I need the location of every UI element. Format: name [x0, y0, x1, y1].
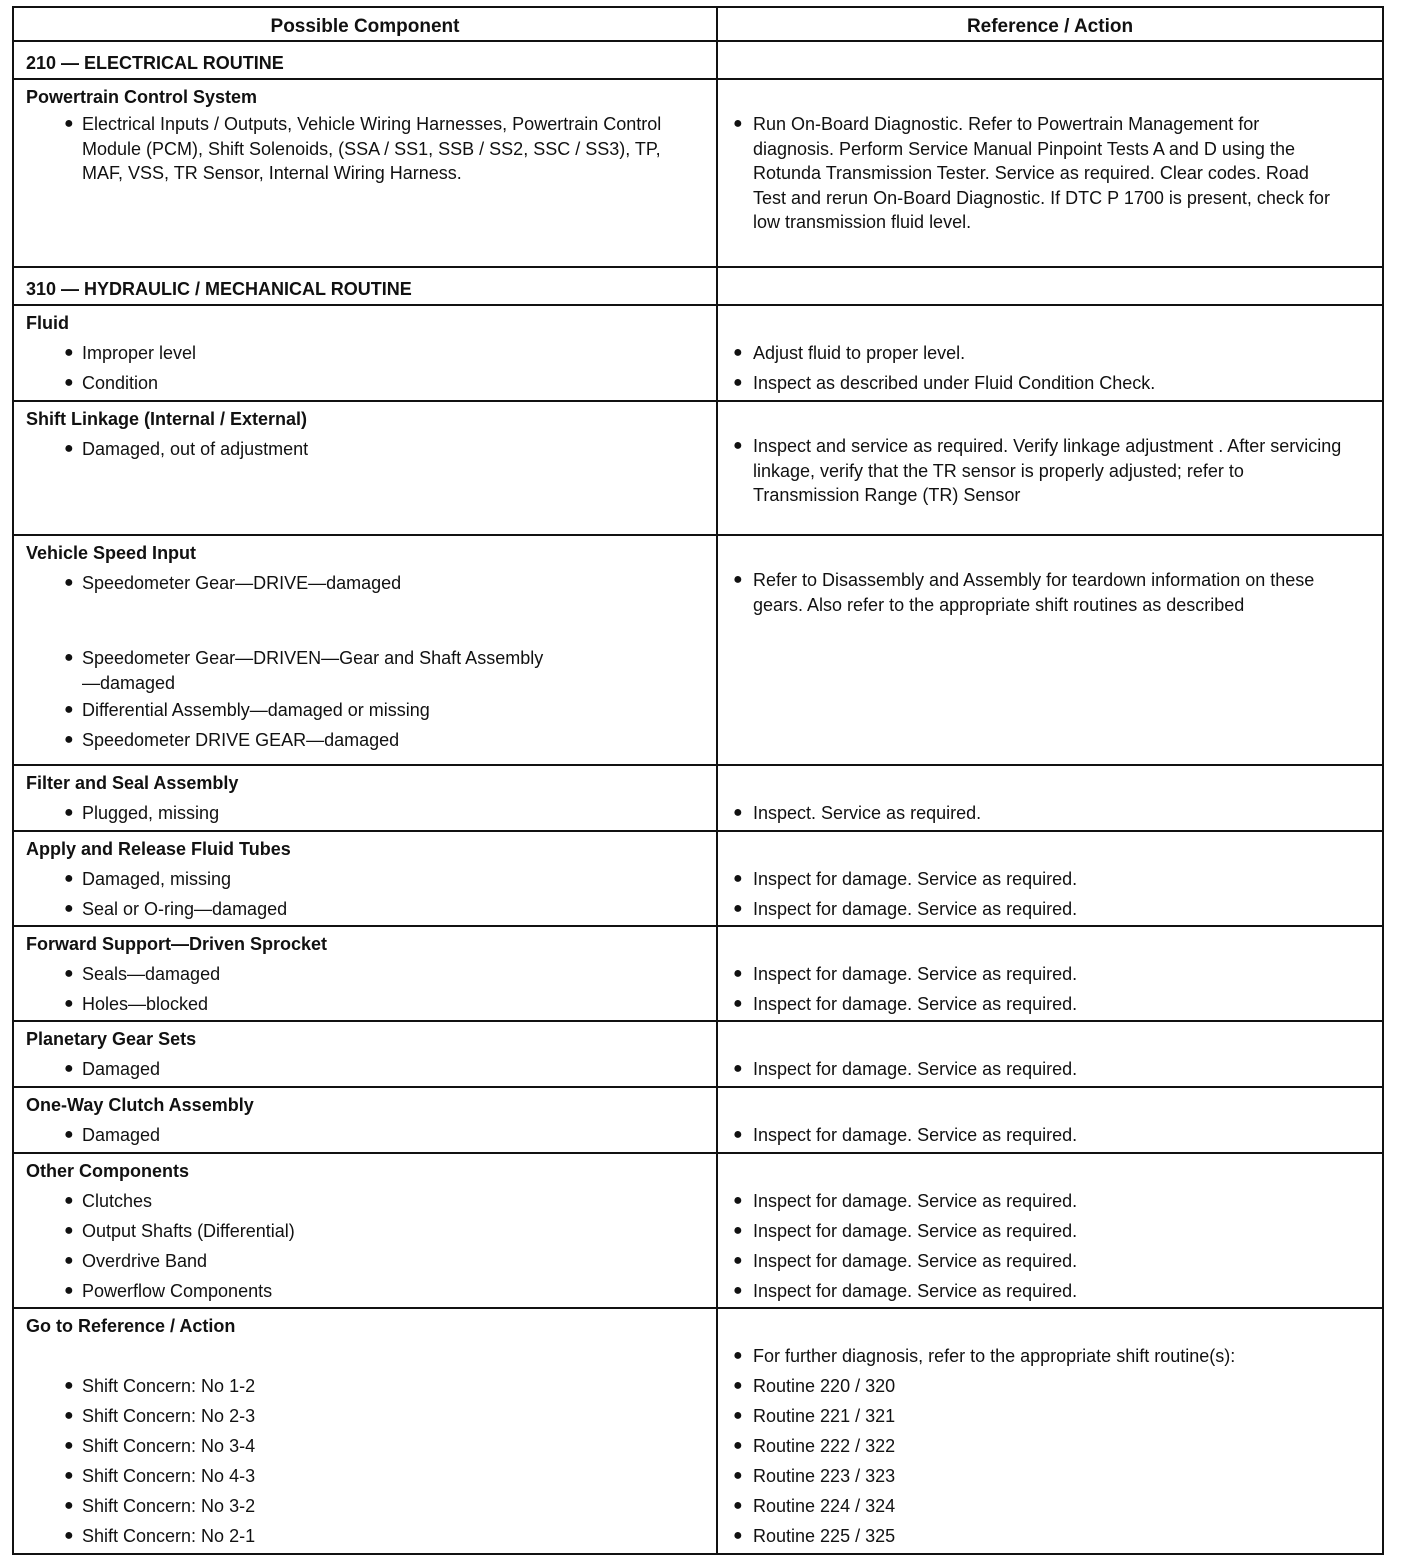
table-row [12, 830, 1384, 925]
list-item: ● Shift Concern: No 1-2 [26, 1371, 716, 1401]
list-item: ● Damaged [26, 1120, 716, 1150]
bullet-icon: ● [64, 995, 74, 1012]
bullet-icon: ● [733, 1347, 743, 1364]
bullet-icon: ● [733, 437, 743, 454]
list-item: ● Overdrive Band [26, 1246, 716, 1276]
bullet-icon: ● [733, 1252, 743, 1269]
list-item: ● Improper level [26, 338, 716, 368]
bullet-icon: ● [733, 1060, 743, 1077]
bullet-icon: ● [64, 731, 74, 748]
bullet-icon: ● [64, 701, 74, 718]
table-row [12, 764, 1384, 830]
bullet-icon: ● [733, 804, 743, 821]
bullet-icon: ● [64, 1407, 74, 1424]
bullet-icon: ● [64, 1060, 74, 1077]
bullet-icon: ● [733, 1192, 743, 1209]
group-title: Vehicle Speed Input [26, 543, 197, 563]
section-title: 310 — HYDRAULIC / MECHANICAL ROUTINE [14, 268, 718, 304]
table-header [12, 6, 1384, 40]
list-item: ● For further diagnosis, refer to the appropriate shift routine(s): [730, 1341, 1382, 1371]
bullet-icon: ● [733, 870, 743, 887]
bullet-icon: ● [64, 440, 74, 457]
list-item: ● Refer to Disassembly and Assembly for teardown information on these gears. Also refer to the appropriate shift routines as described [733, 570, 1315, 615]
bullet-icon: ● [733, 1437, 743, 1454]
list-item: ● Routine 222 / 322 [730, 1431, 1382, 1461]
list-item: ● Inspect for damage. Service as required. [730, 1246, 1382, 1276]
group-title: Shift Linkage (Internal / External) [26, 409, 308, 429]
bullet-icon: ● [64, 1377, 74, 1394]
bullet-icon: ● [64, 1467, 74, 1484]
table-row [12, 304, 1384, 400]
bullet-icon: ● [64, 344, 74, 361]
list-item: ● Routine 225 / 325 [730, 1521, 1382, 1551]
list-item: ● Inspect for damage. Service as required. [730, 1276, 1382, 1306]
list-item: ● Damaged, missing [26, 864, 716, 894]
list-item: ● Shift Concern: No 2-3 [26, 1401, 716, 1431]
bullet-icon: ● [64, 1126, 74, 1143]
diagnosis-table [12, 6, 1384, 1555]
bullet-icon: ● [64, 1282, 74, 1299]
list-item: ● Powerflow Components [26, 1276, 716, 1306]
list-item: ● Damaged, out of adjustment [26, 434, 716, 464]
bullet-icon: ● [64, 1527, 74, 1544]
table-row [12, 1152, 1384, 1307]
bullet-icon: ● [64, 870, 74, 887]
list-item: ● Holes—blocked [26, 989, 716, 1019]
table-row [12, 1307, 1384, 1555]
list-item: ● Run On-Board Diagnostic. Refer to Powertrain Management for diagnosis. Perform Service Manual Pinpoint Tests A and D using the Rotunda Transmission Tester. Service as required. Clear codes. Road Test and rerun On-Board Diagnostic. If DTC P 1700 is present, check for low transmission fluid level. [733, 114, 1330, 232]
group-title: Go to Reference / Action [26, 1316, 236, 1336]
list-item: ● Condition [26, 368, 716, 398]
list-item: ● Inspect for damage. Service as required. [730, 1186, 1382, 1216]
list-item: ● Inspect as described under Fluid Condition Check. [730, 368, 1382, 398]
bullet-icon: ● [64, 115, 74, 132]
group-title: One-Way Clutch Assembly [26, 1095, 254, 1115]
bullet-icon: ● [733, 1527, 743, 1544]
list-item: ● Inspect for damage. Service as required. [730, 894, 1382, 924]
group-title: Forward Support—Driven Sprocket [26, 934, 328, 954]
list-item: ● Routine 221 / 321 [730, 1401, 1382, 1431]
table-row [12, 1020, 1384, 1086]
bullet-icon: ● [733, 571, 743, 588]
bullet-icon: ● [733, 900, 743, 917]
bullet-icon: ● [64, 374, 74, 391]
list-item: ● Clutches [26, 1186, 716, 1216]
list-item: ● Plugged, missing [26, 798, 716, 828]
list-item: ● Inspect for damage. Service as required. [730, 1216, 1382, 1246]
group-title: Powertrain Control System [26, 87, 258, 107]
list-item: ● Inspect for damage. Service as required. [730, 1054, 1382, 1084]
list-item: ● Inspect for damage. Service as required. [730, 1120, 1382, 1150]
bullet-icon: ● [733, 1407, 743, 1424]
list-item: ● Routine 224 / 324 [730, 1491, 1382, 1521]
list-item: ● Shift Concern: No 2-1 [26, 1521, 716, 1551]
list-item: ● Seals—damaged [26, 959, 716, 989]
bullet-icon: ● [733, 344, 743, 361]
bullet-icon: ● [64, 1222, 74, 1239]
bullet-icon: ● [733, 115, 743, 132]
bullet-icon: ● [733, 1377, 743, 1394]
section-title: 210 — ELECTRICAL ROUTINE [14, 42, 718, 78]
list-item: ● Shift Concern: No 3-2 [26, 1491, 716, 1521]
list-item: ● Inspect for damage. Service as required. [730, 864, 1382, 894]
list-item: ● Speedometer Gear—DRIVE—damaged [26, 568, 716, 646]
bullet-icon: ● [64, 965, 74, 982]
bullet-icon: ● [64, 1437, 74, 1454]
table-row [12, 400, 1384, 534]
group-title: Fluid [26, 313, 69, 333]
bullet-icon: ● [64, 804, 74, 821]
list-item: ● Inspect for damage. Service as required. [730, 959, 1382, 989]
table-row [12, 534, 1384, 764]
bullet-icon: ● [64, 900, 74, 917]
bullet-icon: ● [64, 1192, 74, 1209]
list-item: ● Inspect. Service as required. [730, 798, 1382, 828]
table-row [12, 925, 1384, 1020]
bullet-icon: ● [733, 1467, 743, 1484]
list-item: ● Speedometer DRIVE GEAR—damaged [26, 725, 716, 755]
header-action: Reference / Action [966, 16, 1134, 37]
list-item: ● Output Shafts (Differential) [26, 1216, 716, 1246]
bullet-icon: ● [64, 649, 74, 666]
bullet-icon: ● [64, 574, 74, 591]
bullet-icon: ● [733, 995, 743, 1012]
bullet-icon: ● [733, 374, 743, 391]
header-component: Possible Component [14, 8, 718, 40]
bullet-icon: ● [733, 1126, 743, 1143]
bullet-icon: ● [64, 1252, 74, 1269]
list-item: ● Seal or O-ring—damaged [26, 894, 716, 924]
bullet-icon: ● [733, 1497, 743, 1514]
bullet-icon: ● [733, 1282, 743, 1299]
bullet-icon: ● [733, 965, 743, 982]
list-item: ● Electrical Inputs / Outputs, Vehicle Wiring Harnesses, Powertrain Control Module (PCM), Shift Solenoids, (SSA / SS1, SSB / SS2, SSC / SS3), TP, MAF, VSS, TR Sensor, Internal Wiring Harness. [64, 114, 662, 183]
table-row [12, 78, 1384, 266]
list-item: ● Adjust fluid to proper level. [730, 338, 1382, 368]
list-item: ● Routine 220 / 320 [730, 1371, 1382, 1401]
list-item: ● Routine 223 / 323 [730, 1461, 1382, 1491]
list-item: ● Shift Concern: No 3-4 [26, 1431, 716, 1461]
list-item: ● Shift Concern: No 4-3 [26, 1461, 716, 1491]
section-electrical [12, 40, 1384, 78]
section-hydraulic [12, 266, 1384, 304]
list-item: ● Inspect and service as required. Verify linkage adjustment . After servicing linkage, verify that the TR sensor is properly adjusted; refer to Transmission Range (TR) Sensor [733, 436, 1342, 505]
group-title: Filter and Seal Assembly [26, 773, 239, 793]
table-row [12, 1086, 1384, 1152]
bullet-icon: ● [733, 1222, 743, 1239]
list-item: ● Damaged [26, 1054, 716, 1084]
group-title: Other Components [26, 1161, 190, 1181]
bullet-icon: ● [64, 1497, 74, 1514]
list-item: ● Speedometer Gear—DRIVEN—Gear and Shaft Assembly—damaged [64, 648, 544, 693]
group-title: Apply and Release Fluid Tubes [26, 839, 291, 859]
list-item: ● Inspect for damage. Service as required. [730, 989, 1382, 1019]
list-item: ● Differential Assembly—damaged or missing [26, 695, 716, 725]
group-title: Planetary Gear Sets [26, 1029, 197, 1049]
